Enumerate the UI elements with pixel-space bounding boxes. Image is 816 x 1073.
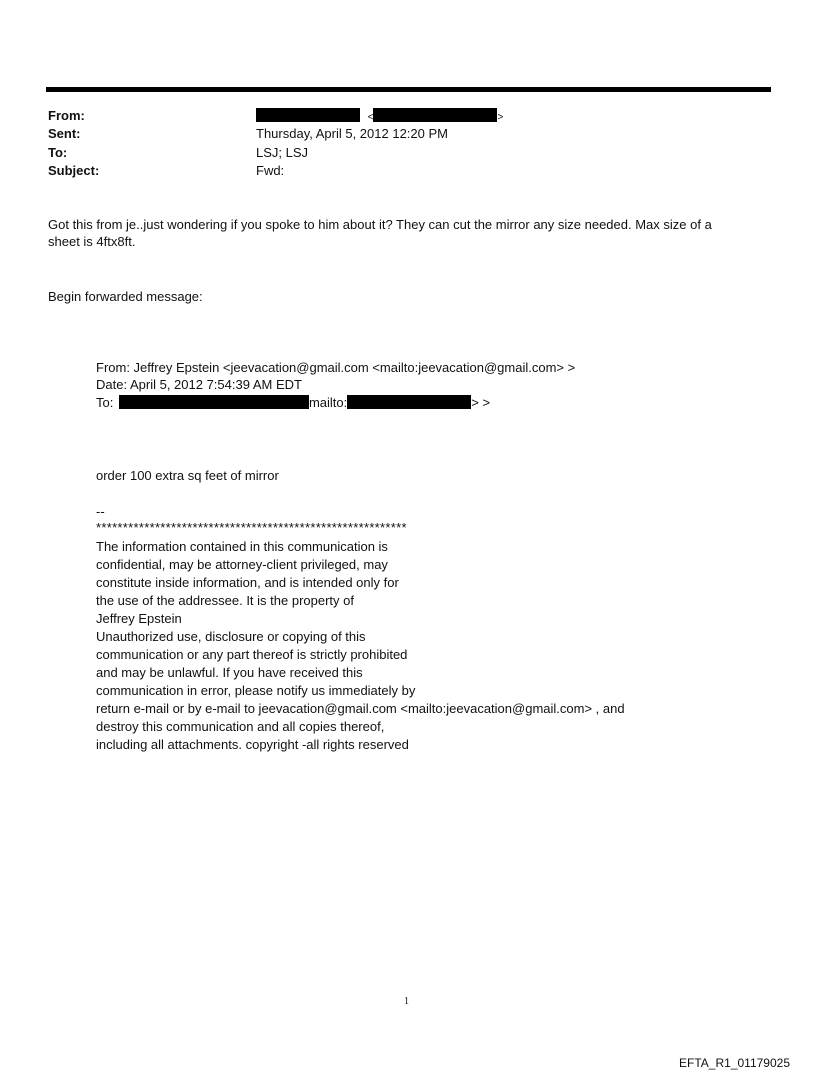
paragraph-line: Got this from je..just wondering if you spoke to him about it? They can cut the mirror any size needed. Max size of a [48, 217, 712, 232]
order-line: order 100 extra sq feet of mirror [96, 468, 279, 483]
subject-value: Fwd: [256, 163, 285, 178]
disclaimer-line: Unauthorized use, disclosure or copying of this [96, 629, 366, 644]
redaction-box [373, 108, 497, 122]
disclaimer-line: return e-mail or by e-mail to jeevacation@gmail.com <mailto:jeevacation@gmail.com> , and [96, 701, 625, 716]
subject-label: Subject: [48, 163, 100, 178]
redaction-box [119, 395, 309, 409]
disclaimer-line: the use of the addressee. It is the property of [96, 593, 354, 608]
asterisk-separator: ********************************************************** [96, 520, 407, 535]
forwarded-to-end: > > [471, 395, 491, 410]
from-gt: > [497, 112, 504, 123]
header-rule [46, 87, 771, 92]
bates-number: EFTA_R1_01179025 [679, 1056, 790, 1070]
forwarded-mailto: mailto: [308, 395, 348, 410]
disclaimer-line: including all attachments. copyright -all rights reserved [96, 737, 409, 752]
disclaimer-line: constitute inside information, and is intended only for [96, 575, 399, 590]
to-value: LSJ; LSJ [256, 145, 309, 160]
message-paragraph [48, 216, 758, 250]
to-label: To: [48, 145, 68, 160]
disclaimer-line: communication or any part thereof is strictly prohibited [96, 647, 408, 662]
forwarded-date-line: Date: April 5, 2012 7:54:39 AM EDT [96, 377, 302, 392]
forwarded-to-line [96, 394, 490, 411]
begin-forwarded-label: Begin forwarded message: [48, 289, 203, 304]
disclaimer-line: destroy this communication and all copies thereof, [96, 719, 385, 734]
disclaimer-line: The information contained in this communication is [96, 539, 388, 554]
disclaimer-line: Jeffrey Epstein [96, 611, 182, 626]
disclaimer-line: communication in error, please notify us immediately by [96, 683, 416, 698]
from-value [256, 108, 503, 126]
disclaimer-line: confidential, may be attorney-client privileged, may [96, 557, 388, 572]
from-lt: < [367, 112, 374, 123]
confidentiality-disclaimer [96, 538, 625, 754]
redaction-box [256, 108, 360, 122]
sent-label: Sent: [48, 126, 81, 141]
forwarded-from-line: From: Jeffrey Epstein <jeevacation@gmail.com <mailto:jeevacation@gmail.com> > [96, 360, 576, 375]
disclaimer-line: and may be unlawful. If you have received this [96, 665, 363, 680]
sent-value: Thursday, April 5, 2012 12:20 PM [256, 126, 448, 141]
from-label: From: [48, 108, 85, 123]
signature-dashes: -- [96, 504, 105, 519]
page-number: 1 [404, 996, 409, 1007]
forwarded-to-label: To: [96, 395, 114, 410]
paragraph-line: sheet is 4ftx8ft. [48, 234, 136, 249]
redaction-box [347, 395, 471, 409]
